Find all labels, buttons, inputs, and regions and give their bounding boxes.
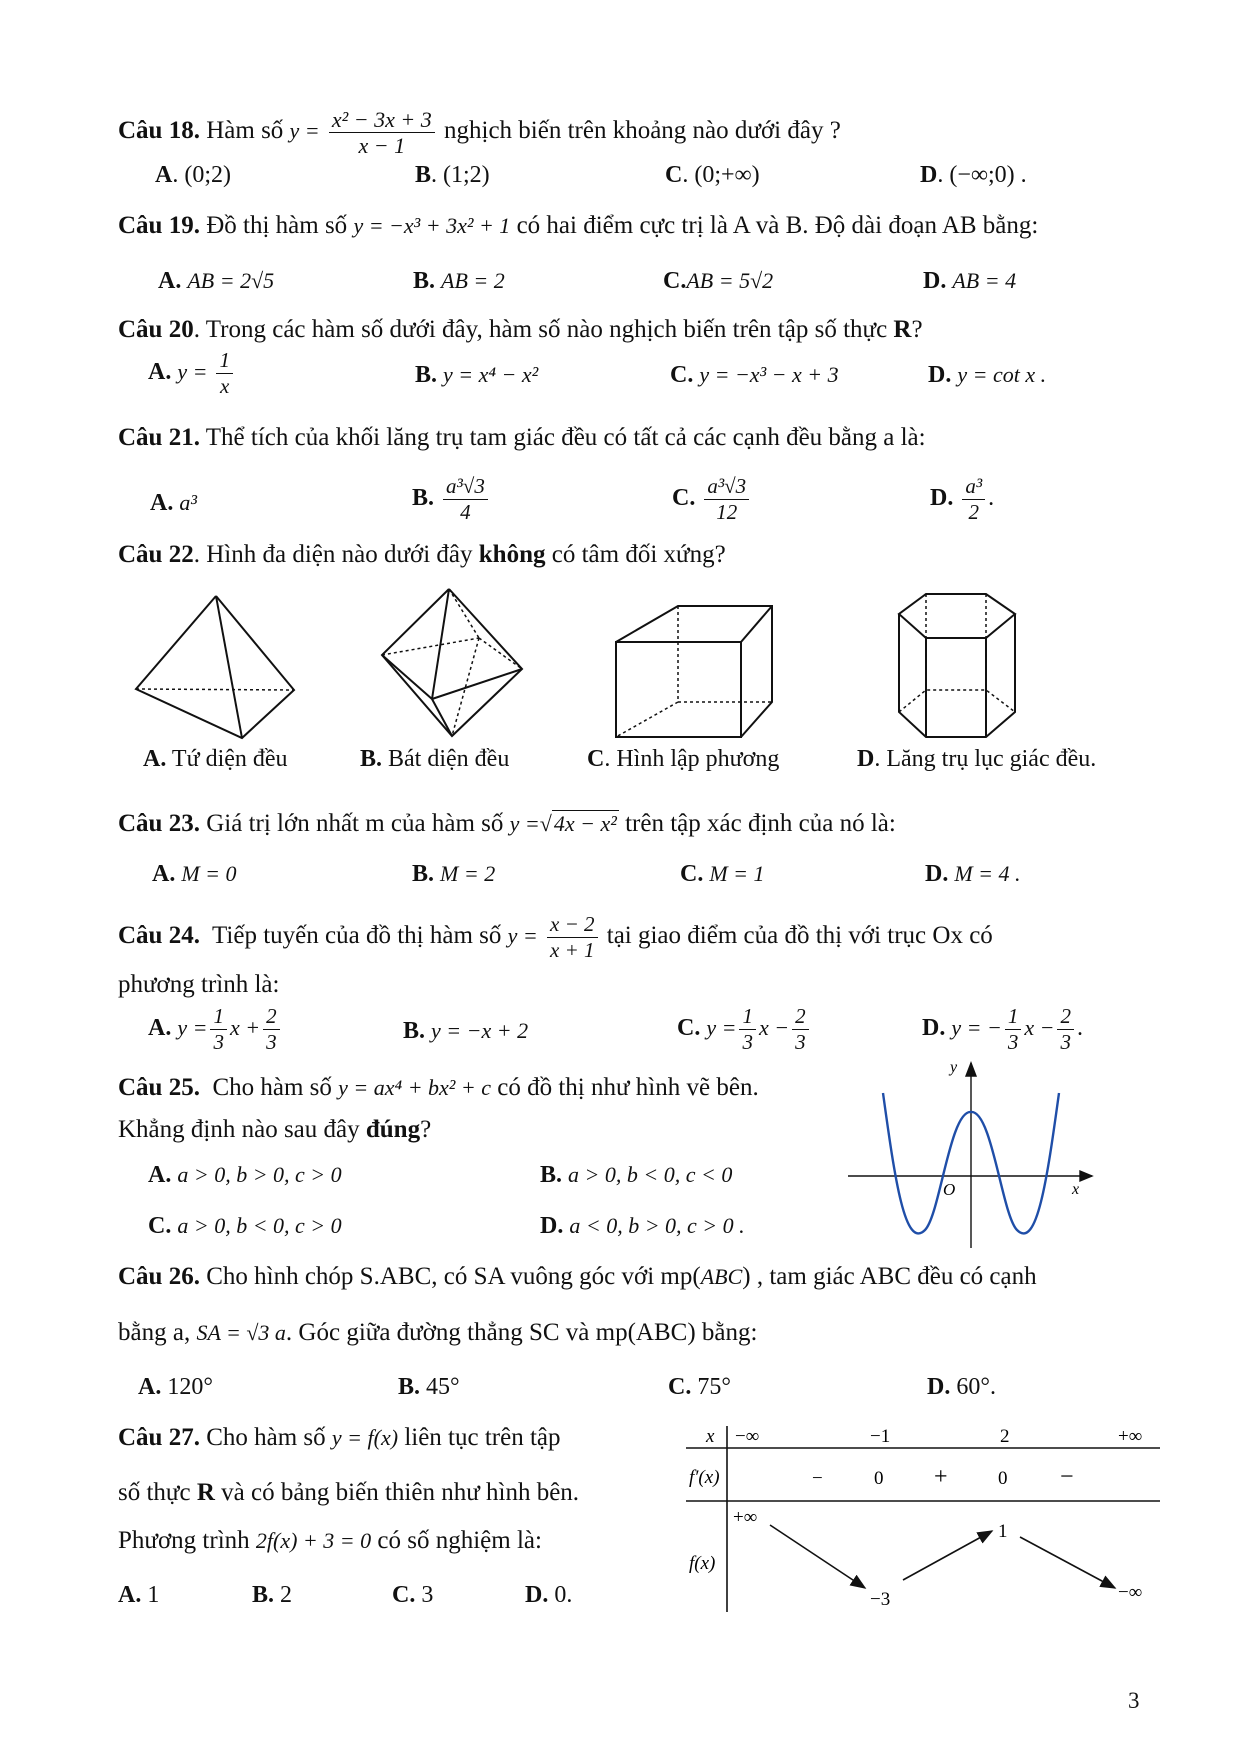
q19-option-d: D. AB = 4	[923, 268, 1017, 294]
table-fp-label: f′(x)	[689, 1467, 720, 1488]
sign-minus-2: −	[1060, 1464, 1074, 1490]
q18-stem: Câu 18. Hàm số y = $\frac{\text{x² − 3x + 3}}{x - 1}$ nghịch biến trên khoảng nào dưới đây ?	[118, 107, 841, 158]
decreasing-arrow-2	[1020, 1537, 1115, 1588]
q20-option-b: B. y = x⁴ − x²	[415, 362, 539, 388]
q26-option-b: B. 45°	[398, 1374, 460, 1400]
q27-option-a: A. 1	[118, 1582, 160, 1608]
decreasing-arrow-1	[770, 1525, 865, 1588]
q21-option-c: C. $\frac{\text{a³√3}}{12}$	[672, 474, 752, 525]
q24-option-d: D. y = − $\frac{1}{3}$ x − $\frac{2}{3}$ .	[922, 1004, 1083, 1054]
table-x-label: x	[706, 1426, 715, 1447]
sign-plus: +	[934, 1464, 948, 1490]
x-axis-label: x	[1072, 1181, 1080, 1198]
f-value-minus-3: −3	[870, 1589, 891, 1610]
q19-option-c: C.AB = 5√2	[663, 268, 774, 294]
f-value-pos-inf: +∞	[733, 1507, 758, 1528]
sign-zero-1: 0	[874, 1468, 884, 1489]
q23-option-b: B. M = 2	[412, 861, 496, 887]
q26-option-c: C. 75°	[668, 1374, 731, 1400]
q25-option-d: D. a < 0, b > 0, c > 0 .	[540, 1213, 745, 1239]
q24-stem-line2: phương trình là:	[118, 971, 280, 998]
q21-option-b: B. $\frac{\text{a³√3}}{4}$	[412, 474, 491, 525]
f-value-1: 1	[998, 1521, 1008, 1542]
q26-option-d: D. 60°.	[927, 1374, 996, 1400]
q21-option-a: A. a³	[150, 490, 197, 516]
q23-option-c: C. M = 1	[680, 861, 765, 887]
q25-stem-line2: Khẳng định nào sau đây đúng?	[118, 1116, 432, 1143]
q25-stem: Câu 25. Cho hàm số y = ax⁴ + bx² + c có đồ thị như hình vẽ bên.	[118, 1074, 759, 1101]
increasing-arrow	[903, 1531, 992, 1580]
q27-option-c: C. 3	[392, 1582, 434, 1608]
q18-option-a: A. (0;2)	[155, 162, 231, 188]
q26-stem: Câu 26. Cho hình chóp S.ABC, có SA vuông góc với mp(ABC) , tam giác ABC đều có cạnh	[118, 1263, 1037, 1290]
q20-option-a: A. y = $\frac{1}{x}$	[148, 348, 236, 399]
q25-option-c: C. a > 0, b < 0, c > 0	[148, 1213, 342, 1239]
q20-option-c: C. y = −x³ − x + 3	[670, 362, 839, 388]
q19-option-b: B. AB = 2	[413, 268, 505, 294]
sign-zero-2: 0	[998, 1468, 1008, 1489]
q25-option-a: A. a > 0, b > 0, c > 0	[148, 1162, 342, 1188]
q20-stem: Câu 20. Trong các hàm số dưới đây, hàm số nào nghịch biến trên tập số thực R?	[118, 316, 923, 343]
x-value-pos-inf: +∞	[1118, 1426, 1143, 1447]
q24-stem: Câu 24. Tiếp tuyến của đồ thị hàm số y = $\frac{x - 2}{x + 1}$ tại giao điểm của đồ thị với trục Ox có	[118, 912, 993, 962]
q27-stem: Câu 27. Cho hàm số y = f(x) liên tục trên tập	[118, 1424, 561, 1451]
q18-fraction: $\frac{\text{x² − 3x + 3}}{x - 1}$	[329, 107, 435, 158]
q26-stem-line2: bằng a, SA = √3 a. Góc giữa đường thẳng SC và mp(ABC) bằng:	[118, 1319, 758, 1346]
q26-option-a: A. 120°	[138, 1374, 213, 1400]
q27-option-d: D. 0.	[525, 1582, 573, 1608]
q21-stem: Câu 21. Thể tích của khối lăng trụ tam giác đều có tất cả các cạnh đều bằng a là:	[118, 424, 926, 451]
page-number: 3	[1128, 1688, 1140, 1713]
y-axis-label: y	[950, 1059, 958, 1076]
q25-option-b: B. a > 0, b < 0, c < 0	[540, 1162, 733, 1188]
x-value-neg-inf: −∞	[735, 1426, 760, 1447]
table-f-label: f(x)	[689, 1553, 716, 1574]
q23-stem: Câu 23. Giá trị lớn nhất m của hàm số y =√4x − x² trên tập xác định của nó là:	[118, 810, 896, 837]
q19-stem: Câu 19. Đồ thị hàm số y = −x³ + 3x² + 1 có hai điểm cực trị là A và B. Độ dài đoạn AB bằng:	[118, 212, 1039, 239]
q22-caption-d: D. Lăng trụ lục giác đều.	[857, 746, 1097, 772]
origin-label: O	[943, 1180, 956, 1199]
q23-option-a: A. M = 0	[152, 861, 237, 887]
sign-minus-1: −	[812, 1468, 823, 1489]
q24-option-b: B. y = −x + 2	[403, 1018, 529, 1044]
q19-option-a: A. AB = 2√5	[158, 268, 275, 294]
q22-caption-c: C. Hình lập phương	[587, 746, 780, 772]
q20-option-d: D. y = cot x .	[928, 362, 1047, 388]
f-value-neg-inf: −∞	[1118, 1582, 1143, 1603]
q18-option-c: C. (0;+∞)	[665, 162, 760, 188]
q22-caption-b: B. Bát diện đều	[360, 746, 510, 772]
q27-option-b: B. 2	[252, 1582, 293, 1608]
q23-option-d: D. M = 4 .	[925, 861, 1021, 887]
q22-caption-a: A. Tứ diện đều	[143, 746, 288, 772]
q18-option-b: B. (1;2)	[415, 162, 490, 188]
q18-option-d: D. (−∞;0) .	[920, 162, 1027, 188]
x-value-2: 2	[1000, 1426, 1010, 1447]
q24-option-c: C. y = $\frac{1}{3}$ x − $\frac{2}{3}$	[677, 1004, 812, 1055]
x-value-minus-1: −1	[870, 1426, 891, 1447]
q21-option-d: D. $\frac{\text{a³}}{2}$ .	[930, 474, 995, 524]
q24-option-a: A. y = $\frac{1}{3}$ x + $\frac{2}{3}$	[148, 1004, 283, 1055]
q22-stem: Câu 22. Hình đa diện nào dưới đây không có tâm đối xứng?	[118, 541, 726, 568]
q27-stem-line2: số thực R và có bảng biến thiên như hình bên.	[118, 1479, 580, 1506]
q27-stem-line3: Phương trình 2f(x) + 3 = 0 có số nghiệm là:	[118, 1527, 542, 1554]
